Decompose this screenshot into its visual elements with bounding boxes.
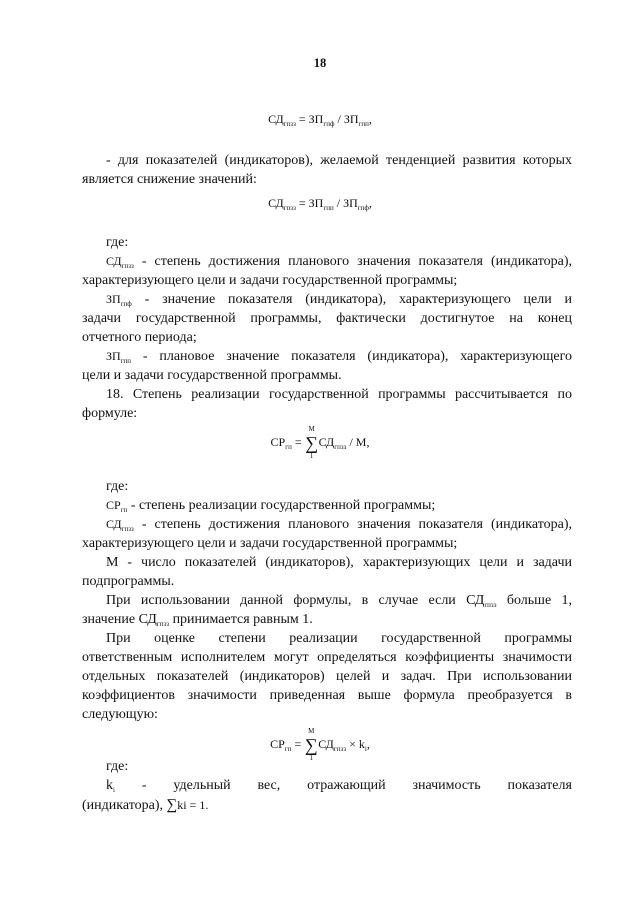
formula-sr-weighted: $СР_{гп}$ = M ∑ 1 $СД_{гпзз} \times k_i$, — [270, 727, 370, 762]
paragraph-decrease-line2: является снижение значений: — [82, 172, 257, 187]
coef-paragraph-line4: коэффициентов значимости приведенная выше формула преобразуется в — [82, 688, 572, 703]
item-18-line1: 18. Степень реализации государственной программы рассчитывается по — [106, 387, 572, 402]
item-18-line2: формуле: — [82, 406, 138, 421]
sum-symbol: M ∑ 1 — [304, 727, 318, 762]
coef-paragraph-line1: При оценке степени реализации государственной программы — [106, 631, 572, 646]
definition-sd-line1: $СД_{гпзз}$ - степень достижения планового значения показателя (индикатора), — [106, 254, 572, 270]
definition-k-line1: $k_i$ - удельный вес, отражающий значимость показателя — [106, 778, 572, 794]
definition-sr: $СР_{гп}$ - степень реализации государственной программы; — [106, 498, 436, 514]
definition-sd2-line2: характеризующего цели и задачи государственной программы; — [82, 536, 458, 551]
where-label-1: где: — [106, 235, 129, 250]
coef-paragraph-line5: следующую: — [82, 707, 158, 722]
paragraph-decrease-line1: - для показателей (индикаторов), желаемой тенденцией развития которых — [106, 153, 572, 168]
definition-m-line1: М - число показателей (индикаторов), характеризующих цели и задачи — [106, 555, 572, 570]
where-label-2: где: — [106, 479, 129, 494]
definition-zpf-line1: $ЗП_{гпф}$ - значение показателя (индикатора), характеризующего цели и — [106, 292, 572, 308]
sum-symbol: ∑ — [166, 797, 178, 814]
definition-zpf-line2: задачи государственной программы, фактически достигнутое на конец — [82, 311, 572, 326]
formula-sd-decrease: $СД_{гпзз} = ЗП_{гпп} / ЗП_{гпф}$, — [268, 196, 372, 212]
note-line1: При использовании данной формулы, в случае если $СД_{гпзз}$ больше 1, — [106, 593, 572, 609]
definition-zpp-line1: $ЗП_{гпп}$ - плановое значение показателя (индикатора), характеризующего — [106, 349, 572, 365]
definition-sd-line2: характеризующего цели и задачи государственной программы; — [82, 273, 458, 288]
note-line2: значение $СД_{гпзз}$ принимается равным 1. — [82, 612, 313, 628]
sum-symbol: M ∑ 1 — [305, 425, 319, 460]
coef-paragraph-line2: ответственным исполнителем могут определяться коэффициенты значимости — [82, 650, 572, 665]
definition-zpp-line2: цели и задачи государственной программы. — [82, 368, 342, 383]
definition-sd2-line1: $СД_{гпзз}$ - степень достижения планового значения показателя (индикатора), — [106, 517, 572, 533]
page-number: 18 — [313, 56, 327, 70]
definition-zpf-line3: отчетного периода; — [82, 330, 197, 345]
formula-sr: $СР_{гп}$ = M ∑ 1 $СД_{гпзз}$ / M, — [270, 425, 370, 460]
definition-m-line2: подпрограммы. — [82, 574, 175, 589]
coef-paragraph-line3: отдельных показателей (индикаторов) целей и задач. При использовании — [82, 669, 572, 684]
formula-sd-increase: $СД_{гпзз} = ЗП_{гпф} / ЗП_{гпп}$, — [268, 112, 372, 128]
where-label-3: где: — [106, 759, 129, 774]
definition-k-line2: (индикатора), ∑ki = 1. — [82, 797, 209, 814]
